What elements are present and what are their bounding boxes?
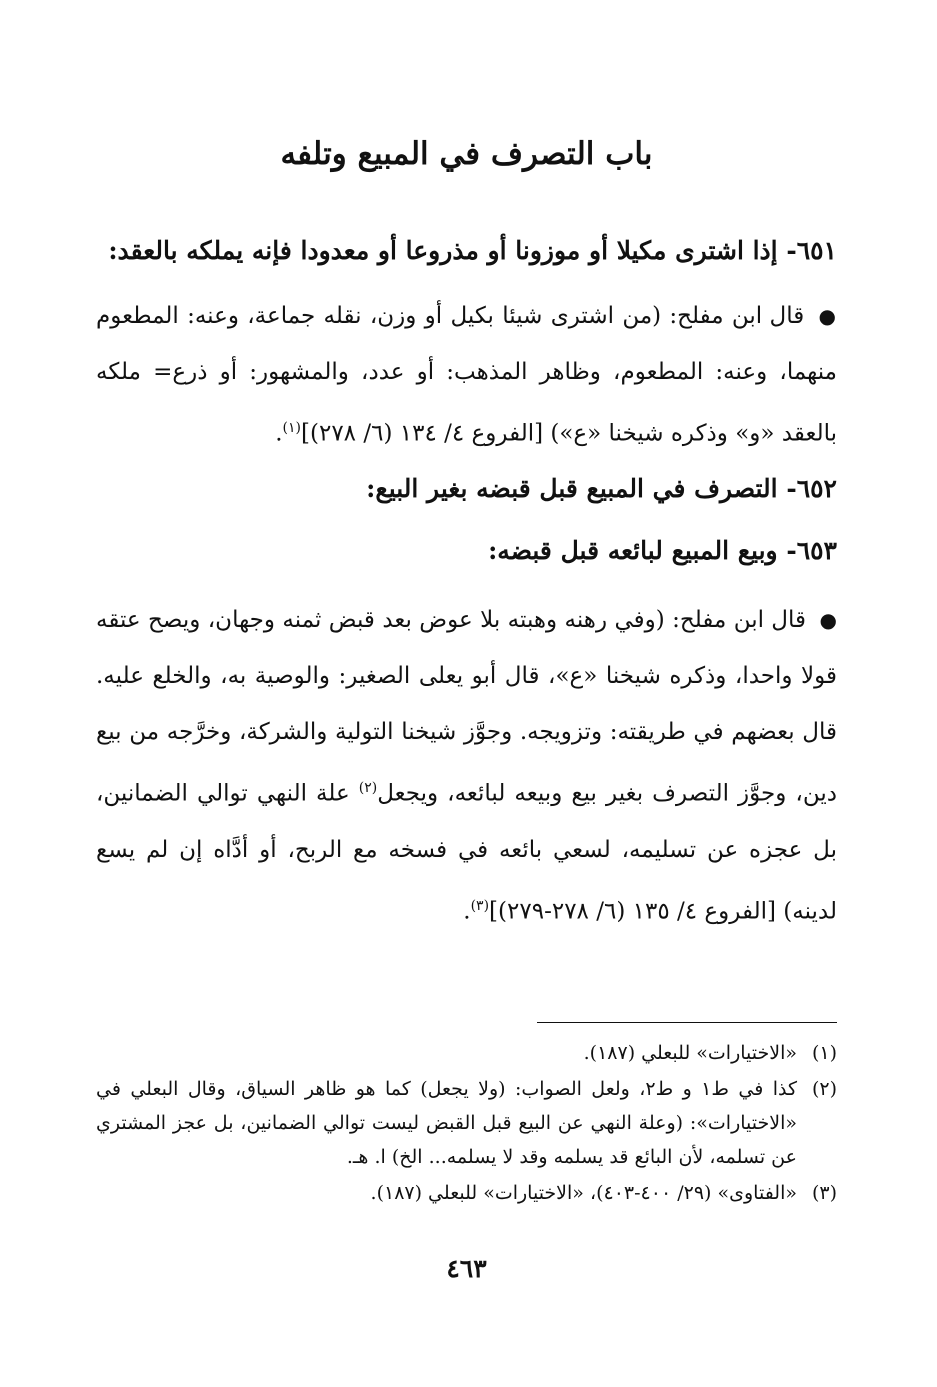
paragraph-2 <box>96 592 837 939</box>
footnote-2 <box>96 1072 837 1174</box>
paragraph-2-text: قال ابن مفلح: (وفي رهنه وهبته بلا عوض بعد قبض ثمنه وجهان، ويصح عتقه قولا واحدا، وذكره شيخنا «ع»، قال أبو يعلى الصغير: والوصية به، والخلع عليه. قال بعضهم في طريقته: وتزويجه. وجوَّز شيخنا التولية والشركة، وخرَّجه من بيع دين، وجوَّز التصرف بغير بيع وبيعه لبائعه، ويجعل <box>96 607 837 807</box>
footnote-text: «الفتاوى» (٢٩/ ٤٠٠-٤٠٣)، «الاختيارات» للبعلي (١٨٧). <box>370 1182 797 1204</box>
footnote-text: كذا في ط١ و ط٢، ولعل الصواب: (ولا يجعل) كما هو ظاهر السياق، وقال البعلي في «الاختيارات»: (وعلة النهي عن البيع قبل القبض ليست توالي الضمانين، بل عجز المشتري عن تسلمه، لأن البائع قد يسلمه وقد لا يسلمه... الخ) ا. هـ. <box>96 1078 797 1168</box>
section-heading-651: ٦٥١- إذا اشترى مكيلا أو موزونا أو مذروعا أو معدودا فإنه يملكه بالعقد: <box>108 236 837 265</box>
paragraph-2-text-cont: علة النهي توالي الضمانين، بل عجزه عن تسليمه، لسعي بائعه في فسخه مع الربح، أو أدَّاه إن لم يسع لدينه) [الفروع ٤/ ١٣٥ (٦/ ٢٧٨-٢٧٩)] <box>96 780 837 925</box>
footnote-ref-2[interactable]: (٢) <box>358 780 378 796</box>
footnote-number: (٢) <box>811 1078 837 1100</box>
footnote-text: «الاختيارات» للبعلي (١٨٧). <box>583 1042 797 1064</box>
bullet-icon: ● <box>819 608 838 632</box>
bullet-icon: ● <box>818 304 837 328</box>
section-heading-653: ٦٥٣- وبيع المبيع لبائعه قبل قبضه: <box>488 536 837 565</box>
footnote-ref-1[interactable]: (١) <box>282 420 302 436</box>
footnote-divider <box>537 1022 837 1023</box>
paragraph-1-end: . <box>275 420 283 447</box>
paragraph-1 <box>96 288 837 462</box>
document-page <box>96 0 837 1387</box>
footnote-ref-3[interactable]: (٣) <box>470 897 490 914</box>
section-heading-652: ٦٥٢- التصرف في المبيع قبل قبضه بغير البيع: <box>366 474 837 503</box>
paragraph-2-end: . <box>463 898 471 925</box>
paragraph-1-text: قال ابن مفلح: (من اشترى شيئا بكيل أو وزن، نقله جماعة، وعنه: المطعوم منهما، وعنه: المطعوم، وظاهر المذهب: أو عدد، والمشهور: أو ذرع= ملكه بالعقد «و» وذكره شيخنا «ع») [الفروع ٤/ ١٣٤ (٦/ ٢٧٨)] <box>96 303 837 447</box>
footnote-3 <box>96 1176 837 1210</box>
page-number: ٤٦٣ <box>446 1254 487 1283</box>
footnote-1 <box>96 1036 837 1070</box>
chapter-title: باب التصرف في المبيع وتلفه <box>280 136 653 172</box>
footnotes <box>96 1036 837 1212</box>
footnote-number: (٣) <box>811 1182 837 1204</box>
footnote-number: (١) <box>811 1042 837 1064</box>
